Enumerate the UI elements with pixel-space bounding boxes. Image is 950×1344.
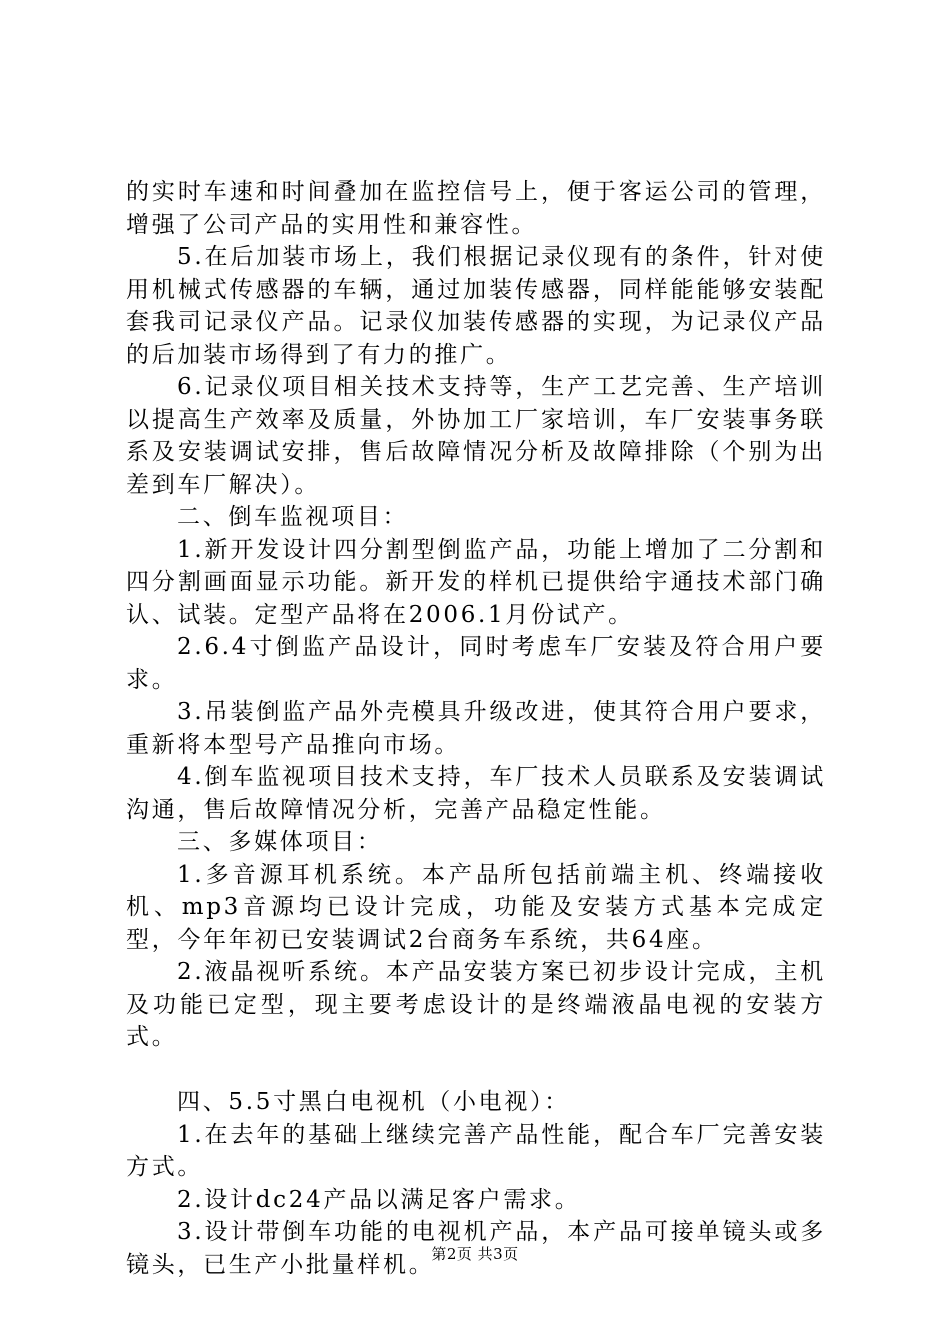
paragraph: 1.多音源耳机系统。本产品所包括前端主机、终端接收机、mp3音源均已设计完成，功能及安装方式基本完成定型，今年年初已安装调试2台商务车系统，共64座。 [126,861,826,953]
page-number-footer: 第2页 共3页 [431,1245,519,1263]
paragraph: 4.倒车监视项目技术支持，车厂技术人员联系及安装调试沟通，售后故障情况分析，完善产品稳定性能。 [126,764,826,823]
paragraph: 6.记录仪项目相关技术支持等，生产工艺完善、生产培训以提高生产效率及质量，外协加工厂家培训，车厂安装事务联系及安装调试安排，售后故障情况分析及故障排除（个别为出差到车厂解决）。 [126,374,826,498]
section-heading: 三、多媒体项目： [177,829,383,855]
paragraph: 2.液晶视听系统。本产品安装方案已初步设计完成，主机及功能已定型，现主要考虑设计的是终端液晶电视的安装方式。 [126,959,826,1050]
document-body [126,176,826,1281]
paragraph: 2.设计dc24产品以满足客户需求。 [177,1186,581,1213]
blank-line [126,1054,826,1087]
section-heading: 四、5.5寸黑白电视机（小电视）： [177,1089,570,1115]
section-heading: 二、倒车监视项目： [177,504,409,530]
paragraph: 3.设计带倒车功能的电视机产品，本产品可接单镜头或多镜头，已生产小批量样机。 [126,1219,826,1278]
paragraph: 1.新开发设计四分割型倒监产品，功能上增加了二分割和四分割画面显示功能。新开发的样机已提供给宇通技术部门确认、试装。定型产品将在2006.1月份试产。 [126,536,826,628]
paragraph: 1.在去年的基础上继续完善产品性能，配合车厂完善安装方式。 [126,1121,826,1180]
paragraph: 2.6.4寸倒监产品设计，同时考虑车厂安装及符合用户要求。 [126,634,826,693]
paragraph: 3.吊装倒监产品外壳模具升级改进，使其符合用户要求，重新将本型号产品推向市场。 [126,699,826,758]
paragraph: 的实时车速和时间叠加在监控信号上，便于客运公司的管理，增强了公司产品的实用性和兼容性。 [126,179,826,238]
paragraph: 5.在后加装市场上，我们根据记录仪现有的条件，针对使用机械式传感器的车辆，通过加装传感器，同样能能够安装配套我司记录仪产品。记录仪加装传感器的实现，为记录仪产品的后加装市场得到了有力的推广。 [126,244,826,368]
